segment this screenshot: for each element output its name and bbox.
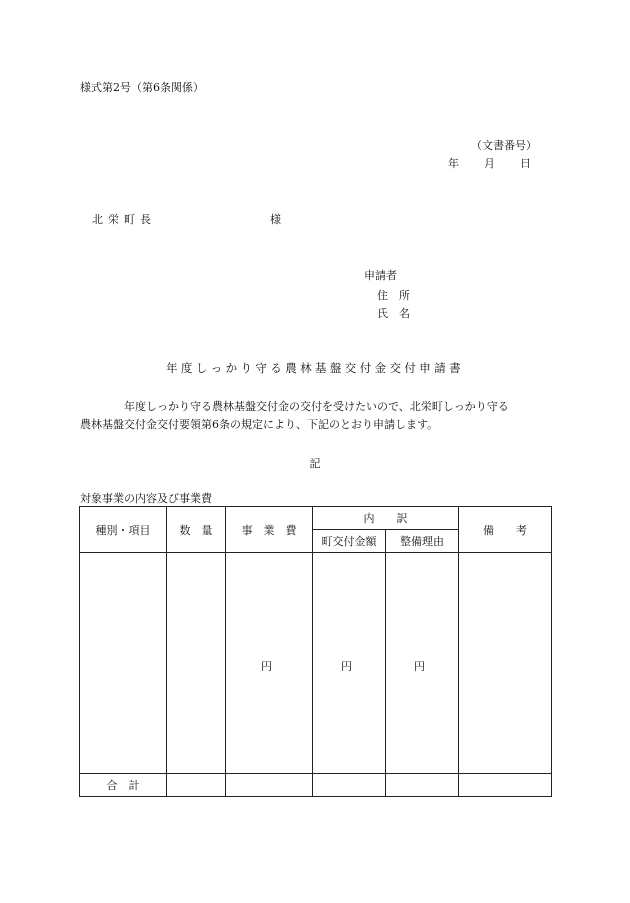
body-text-line-1: 年度しっかり守る農林基盤交付金の交付を受けたいので、北栄町しっかり守る [124,400,509,413]
cell-town-grant [313,553,386,774]
total-label: 合 計 [80,774,167,797]
total-town-grant [313,774,386,797]
header-project-cost: 事 業 費 [226,507,313,553]
header-town-grant: 町交付金額 [313,530,386,553]
total-quantity [167,774,226,797]
body-text-line-2: 農林基盤交付金交付要領第6条の規定により、下記のとおり申請します。 [80,418,439,431]
cell-category [80,553,167,774]
addressee: 北栄町長 [92,213,156,226]
project-cost-table [79,506,552,797]
cell-maintenance-reason [386,553,459,774]
header-breakdown: 内 訳 [313,507,459,530]
unit-yen-project-cost: 円 [261,660,272,673]
total-maintenance-reason [386,774,459,797]
total-project-cost [226,774,313,797]
cell-project-cost [226,553,313,774]
form-number: 様式第2号（第6条関係） [80,81,204,94]
name-label: 氏 名 [377,307,410,320]
address-label: 住 所 [377,289,410,302]
date-day: 日 [520,157,531,170]
date-year: 年 [448,157,459,170]
table-caption: 対象事業の内容及び事業費 [80,492,212,505]
date-month: 月 [484,157,495,170]
header-quantity: 数 量 [167,507,226,553]
header-maintenance-reason: 整備理由 [386,530,459,553]
date-line [448,155,531,171]
unit-yen-maintenance: 円 [414,660,425,673]
total-remarks [459,774,552,797]
ki-heading: 記 [309,457,321,470]
document-number: （文書番号） [471,139,537,152]
cell-remarks [459,553,552,774]
applicant-label: 申請者 [364,269,397,282]
honorific: 様 [270,213,281,226]
document-title: 年度しっかり守る農林基盤交付金交付申請書 [166,361,464,375]
unit-yen-town-grant: 円 [341,660,352,673]
header-remarks: 備 考 [459,507,552,553]
cell-quantity [167,553,226,774]
header-category: 種別・項目 [80,507,167,553]
